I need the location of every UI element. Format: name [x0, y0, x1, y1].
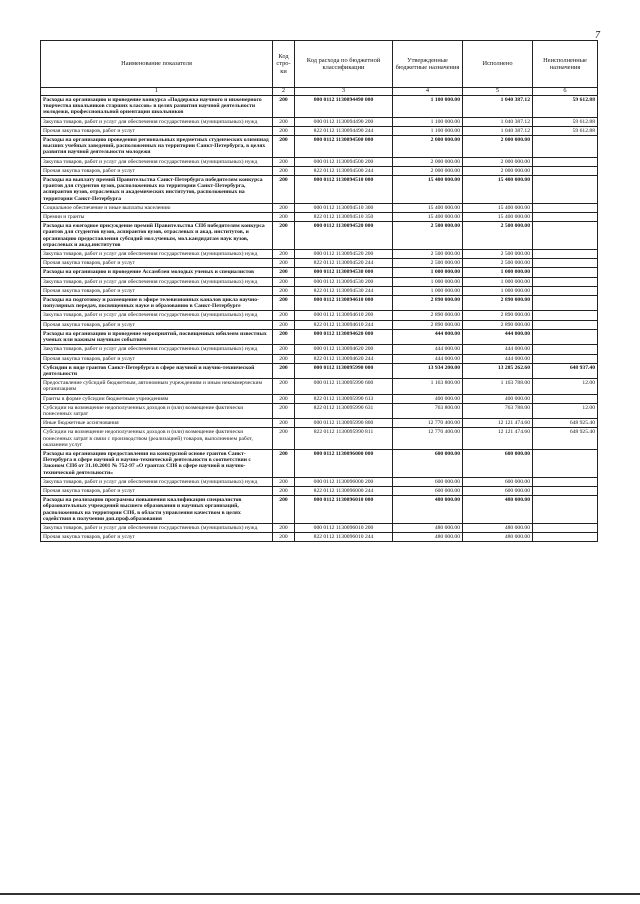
header-approved: Утвержденные бюджетные назначения [393, 41, 463, 88]
row-approved-amount: 600 000.00 [393, 449, 463, 477]
row-executed-amount: 1 040 387.12 [463, 126, 533, 135]
table-row [41, 311, 598, 320]
table-row [41, 136, 598, 158]
row-approved-amount: 12 770 400.00 [393, 419, 463, 428]
row-line-code: 200 [273, 117, 295, 126]
row-executed-amount: 2 500 000.00 [463, 250, 533, 259]
row-line-code: 200 [273, 286, 295, 295]
column-number: 5 [463, 88, 533, 96]
row-approved-amount: 1 000 000.00 [393, 286, 463, 295]
row-unexecuted-amount [533, 176, 598, 204]
table-row [41, 394, 598, 403]
row-approved-amount: 12 770 400.00 [393, 428, 463, 450]
row-expense-code: 000 0112 1130095990 800 [295, 419, 393, 428]
table-row [41, 176, 598, 204]
row-approved-amount: 2 000 000.00 [393, 157, 463, 166]
row-executed-amount: 1 040 387.12 [463, 96, 533, 118]
row-name: Расходы на организацию предоставления на конкурсной основе грантов Санкт-Петербурга в сфере научной и научно-технической деятельности в соответствии с Законом СПб от 31.10.2001 № 752-97 «О грантах СПб в сфере научной и научно-технической деятельности» [41, 449, 273, 477]
column-number: 4 [393, 88, 463, 96]
row-line-code: 200 [273, 419, 295, 428]
row-name: Расходы на ежегодное присуждение премий Правительства СПб победителям конкурса грантов для студентов вузов, аспирантов вузов, отраслевых и акад. институтов, и организацию предоставления субсидий мол.ученым, мол.кандидатам наук вузов, отраслевых и акад.институтов [41, 222, 273, 250]
row-unexecuted-amount: 12.00 [533, 403, 598, 418]
row-approved-amount: 2 000 000.00 [393, 136, 463, 158]
row-unexecuted-amount [533, 449, 598, 477]
row-line-code: 200 [273, 354, 295, 363]
row-unexecuted-amount [533, 320, 598, 329]
row-expense-code: 000 0112 1130094500 000 [295, 136, 393, 158]
row-line-code: 200 [273, 329, 295, 344]
table-row [41, 268, 598, 277]
row-name: Закупка товаров, работ и услуг для обеспечения государственных (муниципальных) нужд [41, 277, 273, 286]
row-executed-amount: 1 000 000.00 [463, 286, 533, 295]
table-row [41, 203, 598, 212]
row-executed-amount: 444 000.00 [463, 329, 533, 344]
table-row [41, 486, 598, 495]
row-unexecuted-amount: 59 612.88 [533, 117, 598, 126]
row-line-code: 200 [273, 403, 295, 418]
table-row [41, 477, 598, 486]
row-expense-code: 822 0112 1130094510 350 [295, 213, 393, 222]
row-name: Прочая закупка товаров, работ и услуг [41, 320, 273, 329]
row-expense-code: 000 0112 1130094510 000 [295, 176, 393, 204]
row-name: Премии и гранты [41, 213, 273, 222]
column-number-row [41, 88, 598, 96]
row-executed-amount: 2 890 000.00 [463, 311, 533, 320]
column-number: 2 [273, 88, 295, 96]
row-line-code: 200 [273, 311, 295, 320]
row-approved-amount: 13 934 200.00 [393, 363, 463, 378]
row-unexecuted-amount [533, 277, 598, 286]
row-name: Закупка товаров, работ и услуг для обеспечения государственных (муниципальных) нужд [41, 477, 273, 486]
row-name: Закупка товаров, работ и услуг для обеспечения государственных (муниципальных) нужд [41, 311, 273, 320]
row-unexecuted-amount [533, 394, 598, 403]
row-name: Расходы на организацию и проведение мероприятий, посвященных юбилеям известных ученых или важным научным событиям [41, 329, 273, 344]
row-approved-amount: 15 400 000.00 [393, 176, 463, 204]
row-approved-amount: 1 100 000.00 [393, 126, 463, 135]
table-row [41, 449, 598, 477]
row-unexecuted-amount [533, 213, 598, 222]
row-unexecuted-amount: 648 925.40 [533, 428, 598, 450]
row-approved-amount: 15 400 000.00 [393, 213, 463, 222]
row-line-code: 200 [273, 496, 295, 524]
column-number: 1 [41, 88, 273, 96]
table-row [41, 345, 598, 354]
row-name: Иные бюджетные ассигнования [41, 419, 273, 428]
row-unexecuted-amount [533, 286, 598, 295]
table-row [41, 533, 598, 542]
row-line-code: 200 [273, 203, 295, 212]
row-executed-amount: 2 000 000.00 [463, 136, 533, 158]
row-name: Расходы на организацию и проведение Ассамблеи молодых ученых и специалистов [41, 268, 273, 277]
row-approved-amount: 2 500 000.00 [393, 259, 463, 268]
table-row [41, 354, 598, 363]
budget-execution-table [40, 40, 598, 542]
row-approved-amount: 763 800.00 [393, 403, 463, 418]
row-expense-code: 822 0112 1130095990 811 [295, 428, 393, 450]
row-approved-amount: 444 000.00 [393, 354, 463, 363]
row-line-code: 200 [273, 166, 295, 175]
row-expense-code: 000 0112 1130094620 000 [295, 329, 393, 344]
row-line-code: 200 [273, 363, 295, 378]
row-approved-amount: 2 500 000.00 [393, 222, 463, 250]
row-unexecuted-amount: 59 612.88 [533, 96, 598, 118]
row-line-code: 200 [273, 296, 295, 311]
row-name: Прочая закупка товаров, работ и услуг [41, 166, 273, 175]
row-approved-amount: 1 000 000.00 [393, 277, 463, 286]
table-body [41, 96, 598, 542]
row-unexecuted-amount [533, 523, 598, 532]
table-row [41, 277, 598, 286]
row-unexecuted-amount: 59 612.88 [533, 126, 598, 135]
row-name: Субсидии в виде грантов Санкт-Петербурга в сфере научной и научно-технической деятельности [41, 363, 273, 378]
table-row [41, 363, 598, 378]
row-expense-code: 000 0112 1130096000 200 [295, 477, 393, 486]
row-executed-amount: 13 285 262.60 [463, 363, 533, 378]
row-unexecuted-amount: 12.00 [533, 379, 598, 394]
row-unexecuted-amount [533, 250, 598, 259]
row-expense-code: 000 0112 1130094530 200 [295, 277, 393, 286]
row-executed-amount: 600 000.00 [463, 449, 533, 477]
row-name: Прочая закупка товаров, работ и услуг [41, 286, 273, 295]
row-line-code: 200 [273, 176, 295, 204]
header-unexecuted: Неисполненные назначения [533, 41, 598, 88]
row-executed-amount: 444 000.00 [463, 345, 533, 354]
header-name: Наименование показателя [41, 41, 273, 88]
row-line-code: 200 [273, 533, 295, 542]
row-expense-code: 822 0112 1130094520 244 [295, 259, 393, 268]
row-approved-amount: 1 163 800.00 [393, 379, 463, 394]
row-line-code: 200 [273, 222, 295, 250]
row-executed-amount: 480 000.00 [463, 523, 533, 532]
row-executed-amount: 2 000 000.00 [463, 157, 533, 166]
table-row [41, 428, 598, 450]
table-header-row [41, 41, 598, 88]
row-executed-amount: 2 890 000.00 [463, 320, 533, 329]
row-approved-amount: 2 890 000.00 [393, 320, 463, 329]
column-number: 3 [295, 88, 393, 96]
row-name: Субсидии на возмещение недополученных доходов и (или) возмещение фактически понесенных затрат в связи с производством (реализацией) товаров, выполнением работ, оказанием услуг [41, 428, 273, 450]
row-unexecuted-amount: 648 925.40 [533, 419, 598, 428]
row-approved-amount: 480 000.00 [393, 523, 463, 532]
row-name: Закупка товаров, работ и услуг для обеспечения государственных (муниципальных) нужд [41, 157, 273, 166]
row-unexecuted-amount [533, 136, 598, 158]
row-executed-amount: 2 500 000.00 [463, 259, 533, 268]
row-expense-code: 822 0112 1130094490 244 [295, 126, 393, 135]
row-executed-amount: 444 000.00 [463, 354, 533, 363]
row-line-code: 200 [273, 449, 295, 477]
row-expense-code: 000 0112 1130094610 000 [295, 296, 393, 311]
row-line-code: 200 [273, 379, 295, 394]
row-expense-code: 000 0112 1130096000 000 [295, 449, 393, 477]
row-executed-amount: 600 000.00 [463, 486, 533, 495]
row-executed-amount: 1 000 000.00 [463, 268, 533, 277]
table-row [41, 286, 598, 295]
row-name: Расходы на подготовку и размещение в эфире телевизионных каналов цикла научно-популярных передач, посвященных науке и образованию в Санкт-Петербурге [41, 296, 273, 311]
row-name: Субсидии на возмещение недополученных доходов и (или) возмещение фактически понесенных затрат [41, 403, 273, 418]
row-expense-code: 822 0112 1130094530 244 [295, 286, 393, 295]
row-approved-amount: 2 890 000.00 [393, 296, 463, 311]
row-approved-amount: 15 400 000.00 [393, 203, 463, 212]
row-unexecuted-amount [533, 329, 598, 344]
row-executed-amount: 15 400 000.00 [463, 213, 533, 222]
row-executed-amount: 2 890 000.00 [463, 296, 533, 311]
row-unexecuted-amount [533, 311, 598, 320]
row-approved-amount: 600 000.00 [393, 486, 463, 495]
row-name: Прочая закупка товаров, работ и услуг [41, 533, 273, 542]
row-line-code: 200 [273, 523, 295, 532]
row-line-code: 200 [273, 250, 295, 259]
row-line-code: 200 [273, 157, 295, 166]
row-expense-code: 822 0112 1130094610 244 [295, 320, 393, 329]
header-executed: Исполнено [463, 41, 533, 88]
scan-edge-line [0, 893, 640, 895]
row-unexecuted-amount [533, 157, 598, 166]
row-executed-amount: 12 121 474.60 [463, 419, 533, 428]
row-approved-amount: 480 000.00 [393, 533, 463, 542]
table-row [41, 213, 598, 222]
row-name: Закупка товаров, работ и услуг для обеспечения государственных (муниципальных) нужд [41, 345, 273, 354]
row-line-code: 200 [273, 320, 295, 329]
row-approved-amount: 2 890 000.00 [393, 311, 463, 320]
row-executed-amount: 480 000.00 [463, 533, 533, 542]
table-row [41, 126, 598, 135]
table-row [41, 166, 598, 175]
row-line-code: 200 [273, 213, 295, 222]
table-row [41, 523, 598, 532]
row-executed-amount: 480 000.00 [463, 496, 533, 524]
row-executed-amount: 1 163 788.00 [463, 379, 533, 394]
row-executed-amount: 1 040 387.12 [463, 117, 533, 126]
column-number: 6 [533, 88, 598, 96]
table-row [41, 496, 598, 524]
row-expense-code: 000 0112 1130094520 000 [295, 222, 393, 250]
row-name: Закупка товаров, работ и услуг для обеспечения государственных (муниципальных) нужд [41, 117, 273, 126]
row-expense-code: 000 0112 1130094520 200 [295, 250, 393, 259]
row-expense-code: 000 0112 1130095990 600 [295, 379, 393, 394]
table-row [41, 157, 598, 166]
row-expense-code: 000 0112 1130094490 000 [295, 96, 393, 118]
row-unexecuted-amount [533, 486, 598, 495]
row-executed-amount: 12 121 474.60 [463, 428, 533, 450]
row-executed-amount: 2 000 000.00 [463, 166, 533, 175]
table-row [41, 259, 598, 268]
row-expense-code: 822 0112 1130094620 244 [295, 354, 393, 363]
row-approved-amount: 2 500 000.00 [393, 250, 463, 259]
row-name: Прочая закупка товаров, работ и услуг [41, 126, 273, 135]
row-name: Закупка товаров, работ и услуг для обеспечения государственных (муниципальных) нужд [41, 523, 273, 532]
row-unexecuted-amount [533, 203, 598, 212]
page-number: 7 [595, 30, 600, 41]
row-unexecuted-amount [533, 345, 598, 354]
row-approved-amount: 444 000.00 [393, 329, 463, 344]
row-line-code: 200 [273, 477, 295, 486]
header-expense-code: Код расхода по бюджетной классификации [295, 41, 393, 88]
table-row [41, 250, 598, 259]
row-executed-amount: 400 000.00 [463, 394, 533, 403]
row-expense-code: 000 0112 1130096010 000 [295, 496, 393, 524]
row-name: Прочая закупка товаров, работ и услуг [41, 354, 273, 363]
table-row [41, 117, 598, 126]
row-expense-code: 822 0112 1130096010 244 [295, 533, 393, 542]
row-unexecuted-amount [533, 477, 598, 486]
row-approved-amount: 600 000.00 [393, 477, 463, 486]
row-name: Расходы на выплату премий Правительства Санкт-Петербурга победителям конкурса грантов для студентов вузов, расположенных на территории Санкт-Петербурга, аспирантов вузов, отраслевых и академических институтов, расположенных на территории Санкт-Петербурга [41, 176, 273, 204]
row-name: Расходы на организацию и проведение конкурса «Поддержка научного и инженерного творчества школьников старших классов» в целях развития научной деятельности молодежи, профессиональной ориентации школьников [41, 96, 273, 118]
table-row [41, 403, 598, 418]
row-executed-amount: 600 000.00 [463, 477, 533, 486]
row-expense-code: 822 0112 1130095990 631 [295, 403, 393, 418]
table-row [41, 379, 598, 394]
row-unexecuted-amount [533, 268, 598, 277]
row-name: Социальное обеспечение и иные выплаты населению [41, 203, 273, 212]
row-expense-code: 000 0112 1130094510 300 [295, 203, 393, 212]
row-line-code: 200 [273, 126, 295, 135]
row-executed-amount: 763 788.00 [463, 403, 533, 418]
row-unexecuted-amount [533, 296, 598, 311]
table-row [41, 419, 598, 428]
row-approved-amount: 2 000 000.00 [393, 166, 463, 175]
row-executed-amount: 1 000 000.00 [463, 277, 533, 286]
row-expense-code: 000 0112 1130094490 200 [295, 117, 393, 126]
row-unexecuted-amount [533, 496, 598, 524]
row-unexecuted-amount [533, 222, 598, 250]
row-approved-amount: 1 100 000.00 [393, 96, 463, 118]
row-unexecuted-amount [533, 533, 598, 542]
row-line-code: 200 [273, 486, 295, 495]
row-executed-amount: 15 400 000.00 [463, 203, 533, 212]
row-executed-amount: 15 400 000.00 [463, 176, 533, 204]
row-line-code: 200 [273, 136, 295, 158]
row-approved-amount: 400 000.00 [393, 394, 463, 403]
row-approved-amount: 444 000.00 [393, 345, 463, 354]
row-name: Расходы на реализацию программы повышения квалификации специалистов образовательных учреждений высшего образования и научных организаций, расположенных на территории СПб, в области управления качеством в целях содействия в получении доп.проф.образования [41, 496, 273, 524]
row-executed-amount: 2 500 000.00 [463, 222, 533, 250]
row-approved-amount: 1 000 000.00 [393, 268, 463, 277]
table-row [41, 329, 598, 344]
table-row [41, 222, 598, 250]
row-name: Расходы на организацию проведения региональных предметных студенческих олимпиад высших учебных заведений, расположенных на территории Санкт-Петербурга, в целях развития научной деятельности молодежи [41, 136, 273, 158]
row-line-code: 200 [273, 96, 295, 118]
row-approved-amount: 480 000.00 [393, 496, 463, 524]
row-name: Закупка товаров, работ и услуг для обеспечения государственных (муниципальных) нужд [41, 250, 273, 259]
row-unexecuted-amount [533, 259, 598, 268]
table-row [41, 296, 598, 311]
row-line-code: 200 [273, 259, 295, 268]
row-line-code: 200 [273, 277, 295, 286]
row-expense-code: 822 0112 1130095990 613 [295, 394, 393, 403]
row-name: Предоставление субсидий бюджетным, автономным учреждениям и иным некоммерческим организациям [41, 379, 273, 394]
row-expense-code: 822 0112 1130094500 244 [295, 166, 393, 175]
row-expense-code: 000 0112 1130094620 200 [295, 345, 393, 354]
row-line-code: 200 [273, 345, 295, 354]
row-name: Прочая закупка товаров, работ и услуг [41, 259, 273, 268]
row-approved-amount: 1 100 000.00 [393, 117, 463, 126]
header-line-code: Код стро-ки [273, 41, 295, 88]
row-expense-code: 000 0112 1130094500 200 [295, 157, 393, 166]
row-unexecuted-amount [533, 166, 598, 175]
row-line-code: 200 [273, 394, 295, 403]
row-expense-code: 000 0112 1130095990 000 [295, 363, 393, 378]
row-line-code: 200 [273, 268, 295, 277]
row-expense-code: 822 0112 1130096000 244 [295, 486, 393, 495]
row-expense-code: 000 0112 1130094610 200 [295, 311, 393, 320]
table-row [41, 320, 598, 329]
row-unexecuted-amount: 648 937.40 [533, 363, 598, 378]
row-name: Гранты в форме субсидии бюджетным учреждениям [41, 394, 273, 403]
row-expense-code: 000 0112 1130094530 000 [295, 268, 393, 277]
row-expense-code: 000 0112 1130096010 200 [295, 523, 393, 532]
row-line-code: 200 [273, 428, 295, 450]
row-unexecuted-amount [533, 354, 598, 363]
row-name: Прочая закупка товаров, работ и услуг [41, 486, 273, 495]
table-row [41, 96, 598, 118]
